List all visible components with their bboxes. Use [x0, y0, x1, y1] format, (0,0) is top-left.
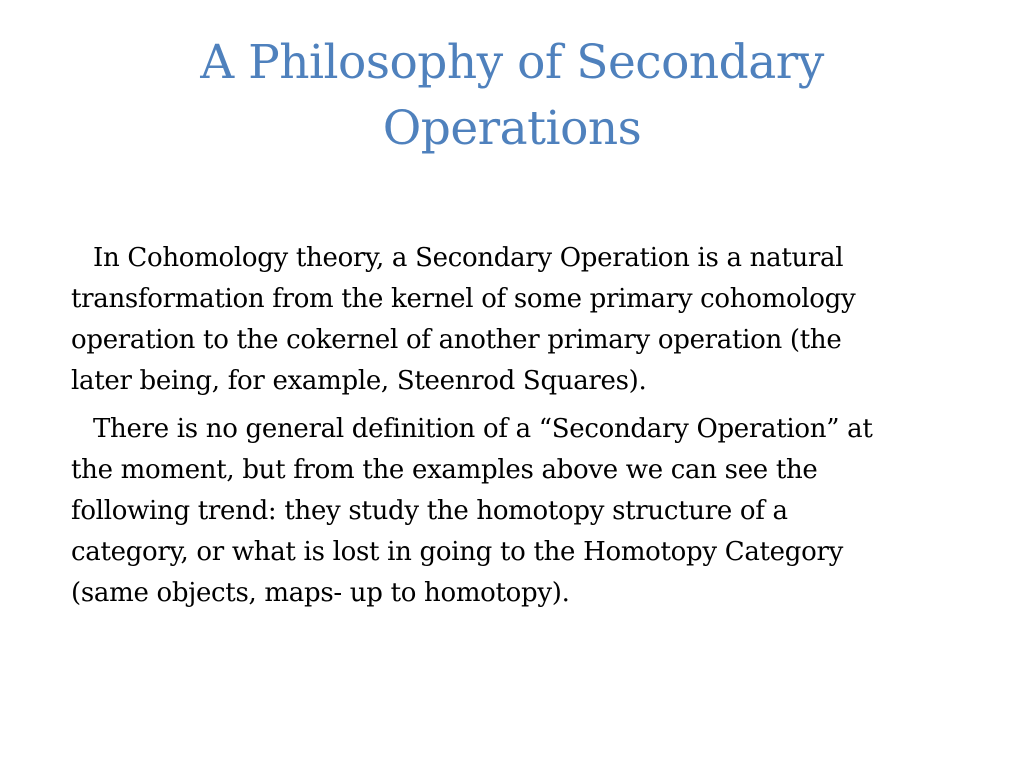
title-line: A Philosophy of Secondary [200, 35, 824, 90]
paragraph-line: There is no general definition of a “Secondary Operation” at [93, 414, 873, 444]
paragraph-line: category, or what is lost in going to the Homotopy Category [71, 537, 843, 567]
paragraph-line: (same objects, maps- up to homotopy). [71, 578, 570, 608]
paragraph-line: transformation from the kernel of some primary cohomology [71, 284, 856, 314]
paragraph-secondary-operation-definition [71, 238, 971, 402]
title-line: Operations [382, 101, 642, 156]
paragraph-general-trend [71, 409, 971, 614]
slide-title [100, 30, 924, 162]
slide-body [71, 238, 971, 621]
paragraph-line: the moment, but from the examples above we can see the [71, 455, 818, 485]
paragraph-line: operation to the cokernel of another primary operation (the [71, 325, 842, 355]
paragraph-line: following trend: they study the homotopy structure of a [71, 496, 788, 526]
paragraph-line: In Cohomology theory, a Secondary Operation is a natural [93, 243, 844, 273]
paragraph-line: later being, for example, Steenrod Squares). [71, 366, 647, 396]
